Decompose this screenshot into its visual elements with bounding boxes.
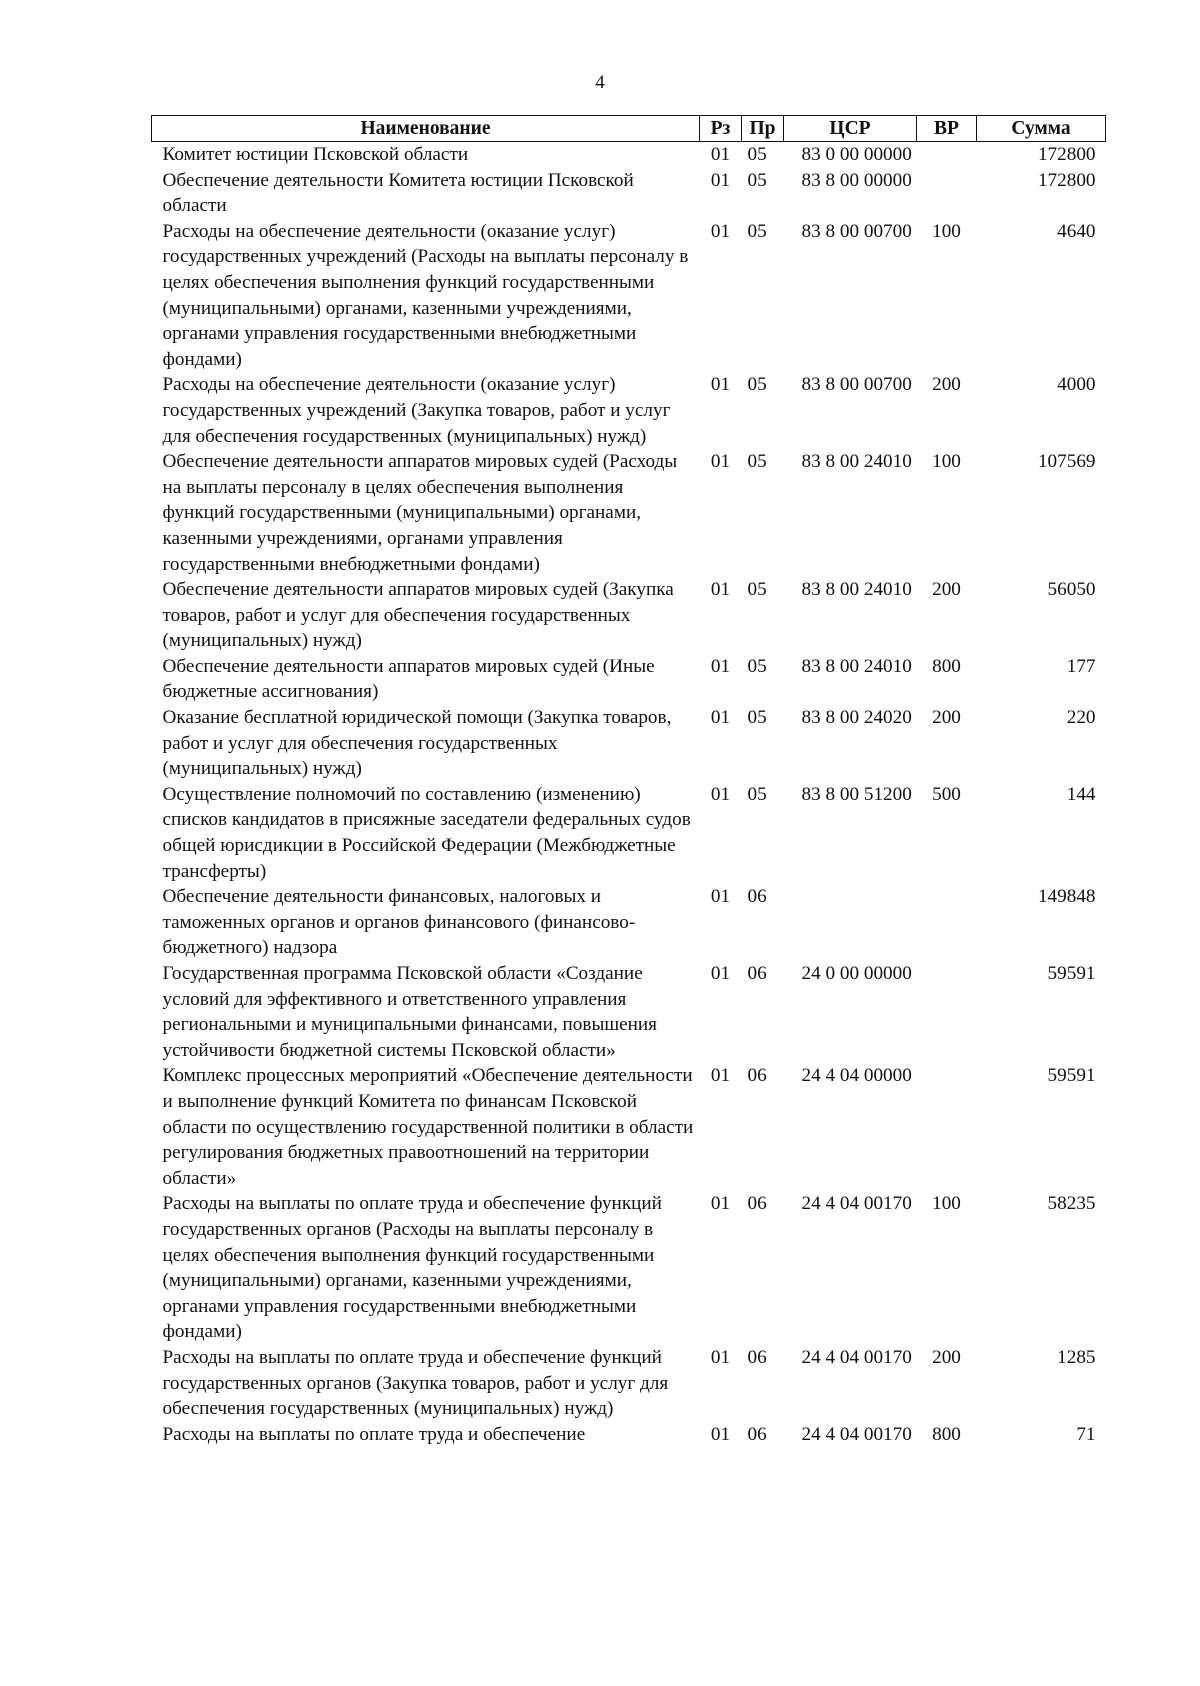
cell-csr: 83 8 00 51200 xyxy=(801,783,912,805)
page-number: 4 xyxy=(595,72,605,93)
cell-sum: 4000 xyxy=(1057,374,1096,396)
cell-vr xyxy=(917,142,977,168)
cell-pr: 06 xyxy=(747,1346,767,1368)
cell-csr xyxy=(784,884,917,961)
cell-rz: 01 xyxy=(710,1065,731,1087)
cell-sum: 1285 xyxy=(1057,1346,1096,1368)
cell-csr: 24 4 04 00170 xyxy=(801,1193,912,1215)
table-row xyxy=(152,219,1106,373)
cell-rz: 01 xyxy=(710,579,731,601)
table-row xyxy=(152,705,1106,782)
cell-name: Государственная программа Псковской области «Создание условий для эффективного и ответственного управления региональными и муниципальными финансами, повышения устойчивости бюджетной системы Псковской области» xyxy=(162,963,658,1061)
cell-csr: 83 8 00 00700 xyxy=(801,220,912,242)
table-row xyxy=(152,1063,1106,1191)
table-row xyxy=(152,884,1106,961)
cell-vr: 100 xyxy=(932,451,961,473)
cell-vr xyxy=(917,1063,977,1191)
cell-vr xyxy=(917,168,977,219)
cell-pr: 05 xyxy=(747,220,767,242)
cell-vr: 800 xyxy=(932,1423,961,1445)
cell-rz: 01 xyxy=(710,169,731,191)
cell-pr: 06 xyxy=(747,1065,767,1087)
header-name: Наименование xyxy=(152,116,700,142)
cell-rz: 01 xyxy=(710,220,731,242)
cell-vr: 200 xyxy=(932,707,961,729)
cell-sum: 58235 xyxy=(1047,1193,1096,1215)
cell-csr: 83 8 00 24020 xyxy=(801,707,912,729)
cell-pr: 05 xyxy=(747,707,767,729)
cell-csr: 83 8 00 00700 xyxy=(801,374,912,396)
cell-name: Комплекс процессных мероприятий «Обеспечение деятельности и выполнение функций Комитета по финансам Псковской области по осуществлению государственной политики в области регулирования бюджетных правоотношений на территории области» xyxy=(162,1065,694,1189)
cell-rz: 01 xyxy=(710,1193,731,1215)
cell-name: Обеспечение деятельности финансовых, налоговых и таможенных органов и органов финансового (финансово-бюджетного) надзора xyxy=(162,886,636,959)
cell-sum: 59591 xyxy=(1047,1065,1096,1087)
cell-sum: 59591 xyxy=(1047,963,1096,984)
header-pr: Пр xyxy=(742,116,784,142)
cell-rz: 01 xyxy=(710,374,731,396)
cell-name: Расходы на обеспечение деятельности (оказание услуг) государственных учреждений (Закупка товаров, работ и услуг для обеспечения государственных (муниципальных) нужд) xyxy=(162,374,671,447)
cell-pr: 06 xyxy=(747,963,767,984)
cell-name: Обеспечение деятельности аппаратов мировых судей (Закупка товаров, работ и услуг для обеспечения государственных (муниципальных) нужд) xyxy=(162,579,674,652)
cell-name: Расходы на выплаты по оплате труда и обеспечение функций государственных органов (Закупка товаров, работ и услуг для обеспечения государственных (муниципальных) нужд) xyxy=(162,1346,669,1420)
cell-name: Расходы на обеспечение деятельности (оказание услуг) государственных учреждений (Расходы на выплаты персоналу в целях обеспечения выполнения функций государственными (муниципальными) органами, казенными учреждениями, органами управления государственными внебюджетными фондами) xyxy=(162,220,689,370)
cell-pr: 06 xyxy=(747,1423,767,1445)
budget-table xyxy=(151,115,1106,1447)
cell-pr: 06 xyxy=(747,1193,767,1215)
cell-rz: 01 xyxy=(710,1346,731,1368)
cell-vr xyxy=(917,961,977,1063)
cell-csr: 83 8 00 24010 xyxy=(801,451,912,473)
cell-name: Оказание бесплатной юридической помощи (Закупка товаров, работ и услуг для обеспечения государственных (муниципальных) нужд) xyxy=(162,707,672,780)
cell-name: Расходы на выплаты по оплате труда и обеспечение функций государственных органов (Расходы на выплаты персоналу в целях обеспечения выполнения функций государственными (муниципальными) органами, казенными учреждениями, органами управления государственными внебюджетными фондами) xyxy=(162,1193,662,1343)
table-row xyxy=(152,168,1106,219)
cell-vr: 800 xyxy=(932,655,961,677)
table-body xyxy=(152,142,1106,1448)
table-row xyxy=(152,1422,1106,1448)
cell-csr: 24 4 04 00170 xyxy=(801,1346,912,1368)
table-row xyxy=(152,961,1106,1063)
budget-table-container xyxy=(151,115,1105,1447)
cell-sum: 56050 xyxy=(1047,579,1096,601)
cell-csr: 24 4 04 00170 xyxy=(801,1423,912,1445)
table-row xyxy=(152,449,1106,577)
cell-rz: 01 xyxy=(710,451,731,473)
table-row xyxy=(152,1191,1106,1345)
header-rz: Рз xyxy=(700,116,742,142)
cell-name: Обеспечение деятельности аппаратов мировых судей (Иные бюджетные ассигнования) xyxy=(162,655,655,703)
cell-sum: 220 xyxy=(1066,707,1096,729)
cell-name: Комитет юстиции Псковской области xyxy=(162,144,469,165)
cell-pr: 05 xyxy=(747,144,767,165)
cell-pr: 05 xyxy=(747,783,767,805)
cell-sum: 107569 xyxy=(1037,451,1096,473)
cell-name: Обеспечение деятельности аппаратов мировых судей (Расходы на выплаты персоналу в целях обеспечения выполнения функций государственными (муниципальными) органами, казенными учреждениями, органами управления государственными внебюджетными фондами) xyxy=(162,451,678,575)
cell-csr: 83 0 00 00000 xyxy=(801,144,912,165)
cell-sum: 144 xyxy=(1066,783,1096,805)
cell-rz: 01 xyxy=(710,783,731,805)
cell-csr: 24 0 00 00000 xyxy=(801,963,912,984)
cell-sum: 172800 xyxy=(1037,144,1096,165)
cell-name: Обеспечение деятельности Комитета юстиции Псковской области xyxy=(162,169,634,217)
cell-pr: 05 xyxy=(747,374,767,396)
cell-pr: 05 xyxy=(747,169,767,191)
header-row xyxy=(152,116,1106,142)
cell-rz: 01 xyxy=(710,963,731,984)
cell-vr: 200 xyxy=(932,579,961,601)
cell-vr: 100 xyxy=(932,1193,961,1215)
header-sum: Сумма xyxy=(977,116,1106,142)
header-csr: ЦСР xyxy=(784,116,917,142)
cell-vr: 500 xyxy=(932,783,961,805)
table-row xyxy=(152,372,1106,449)
cell-pr: 05 xyxy=(747,579,767,601)
table-row xyxy=(152,782,1106,884)
cell-pr: 05 xyxy=(747,451,767,473)
table-header xyxy=(152,116,1106,142)
cell-csr: 83 8 00 24010 xyxy=(801,655,912,677)
cell-rz: 01 xyxy=(710,144,731,165)
cell-sum: 177 xyxy=(1066,655,1096,677)
cell-rz: 01 xyxy=(710,655,731,677)
cell-rz: 01 xyxy=(710,707,731,729)
cell-name: Осуществление полномочий по составлению (изменению) списков кандидатов в присяжные заседатели федеральных судов общей юрисдикции в Российской Федерации (Межбюджетные трансферты) xyxy=(162,783,691,882)
cell-name: Расходы на выплаты по оплате труда и обеспечение xyxy=(162,1423,586,1445)
table-row xyxy=(152,654,1106,705)
cell-pr: 05 xyxy=(747,655,767,677)
table-row xyxy=(152,1345,1106,1422)
cell-sum: 149848 xyxy=(1037,886,1096,908)
cell-csr: 83 8 00 24010 xyxy=(801,579,912,601)
cell-vr xyxy=(917,884,977,961)
cell-csr: 24 4 04 00000 xyxy=(801,1065,912,1087)
cell-sum: 4640 xyxy=(1057,220,1096,242)
cell-sum: 71 xyxy=(1076,1423,1096,1445)
cell-csr: 83 8 00 00000 xyxy=(801,169,912,191)
cell-vr: 200 xyxy=(932,1346,961,1368)
cell-vr: 100 xyxy=(932,220,961,242)
cell-rz: 01 xyxy=(710,1423,731,1445)
table-row xyxy=(152,577,1106,654)
cell-sum: 172800 xyxy=(1037,169,1096,191)
cell-rz: 01 xyxy=(710,886,731,908)
table-row xyxy=(152,142,1106,168)
cell-vr: 200 xyxy=(932,374,961,396)
header-vr: ВР xyxy=(917,116,977,142)
cell-pr: 06 xyxy=(747,886,767,908)
